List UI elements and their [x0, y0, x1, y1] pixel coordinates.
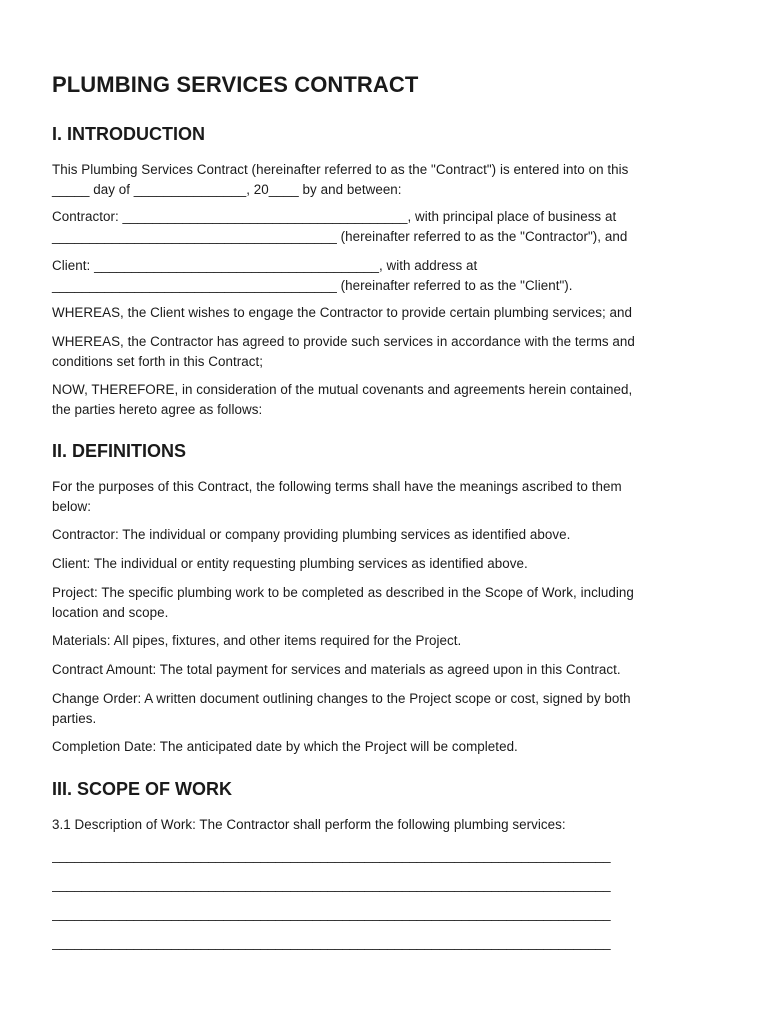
paragraph-line: location and scope.: [52, 604, 169, 620]
paragraph-line: Materials: All pipes, fixtures, and other items required for the Project.: [52, 633, 462, 648]
section-heading-definitions: II. DEFINITIONS: [52, 441, 187, 461]
paragraph-line: conditions set forth in this Contract;: [52, 353, 264, 369]
paragraph-line: Contractor: ______________________________________, with principal place of business at: [52, 209, 617, 224]
paragraph-line: NOW, THEREFORE, in consideration of the mutual covenants and agreements herein contained,: [52, 382, 633, 397]
paragraph-line: Project: The specific plumbing work to be completed as described in the Scope of Work, including: [52, 585, 634, 600]
intro-paragraph-parties: [52, 160, 720, 199]
paragraph-line: _____ day of _______________, 20____ by and between:: [52, 181, 402, 197]
paragraph-line: the parties hereto agree as follows:: [52, 401, 263, 417]
contractor-paragraph: [52, 207, 720, 246]
client-paragraph: [52, 256, 720, 295]
section-heading-introduction: I. INTRODUCTION: [52, 124, 205, 144]
paragraph-line: Contract Amount: The total payment for services and materials as agreed upon in this Contract.: [52, 662, 621, 677]
paragraph-line: 3.1 Description of Work: The Contractor shall perform the following plumbing services:: [52, 817, 566, 832]
whereas-contractor-paragraph: [52, 332, 720, 371]
section-heading-scope-of-work: III. SCOPE OF WORK: [52, 779, 233, 799]
description-blank-line-4: ___________________________________________________________________________: [52, 935, 611, 950]
definition-completion-date: [52, 737, 720, 757]
description-of-work-paragraph: [52, 815, 720, 835]
description-blank-line-1: ___________________________________________________________________________: [52, 848, 611, 863]
definition-client: [52, 554, 720, 574]
paragraph-line: parties.: [52, 710, 97, 726]
paragraph-line: This Plumbing Services Contract (hereinafter referred to as the "Contract") is entered into on this: [52, 162, 629, 177]
paragraph-line: Completion Date: The anticipated date by which the Project will be completed.: [52, 739, 518, 754]
paragraph-line: Contractor: The individual or company providing plumbing services as identified above.: [52, 527, 571, 542]
paragraph-line: WHEREAS, the Contractor has agreed to provide such services in accordance with the terms and: [52, 334, 635, 349]
whereas-client-paragraph: [52, 303, 720, 323]
paragraph-line: below:: [52, 498, 92, 514]
paragraph-line: ______________________________________ (hereinafter referred to as the "Contractor"), and: [52, 228, 628, 244]
paragraph-line: Client: ______________________________________, with address at: [52, 258, 478, 273]
description-blank-line-2: ___________________________________________________________________________: [52, 877, 611, 892]
definition-contract-amount: [52, 660, 720, 680]
paragraph-line: Change Order: A written document outlining changes to the Project scope or cost, signed by both: [52, 691, 631, 706]
paragraph-line: For the purposes of this Contract, the following terms shall have the meanings ascribed to them: [52, 479, 622, 494]
definition-materials: [52, 631, 720, 651]
definition-project: [52, 583, 720, 622]
paragraph-line: Client: The individual or entity requesting plumbing services as identified above.: [52, 556, 528, 571]
paragraph-line: ______________________________________ (hereinafter referred to as the "Client").: [52, 277, 573, 293]
description-blank-line-3: ___________________________________________________________________________: [52, 906, 611, 921]
definition-contractor: [52, 525, 720, 545]
now-therefore-paragraph: [52, 380, 720, 419]
definition-change-order: [52, 689, 720, 728]
definitions-intro-paragraph: [52, 477, 720, 516]
paragraph-line: WHEREAS, the Client wishes to engage the Contractor to provide certain plumbing services; and: [52, 305, 632, 320]
document-title: PLUMBING SERVICES CONTRACT: [52, 72, 419, 97]
